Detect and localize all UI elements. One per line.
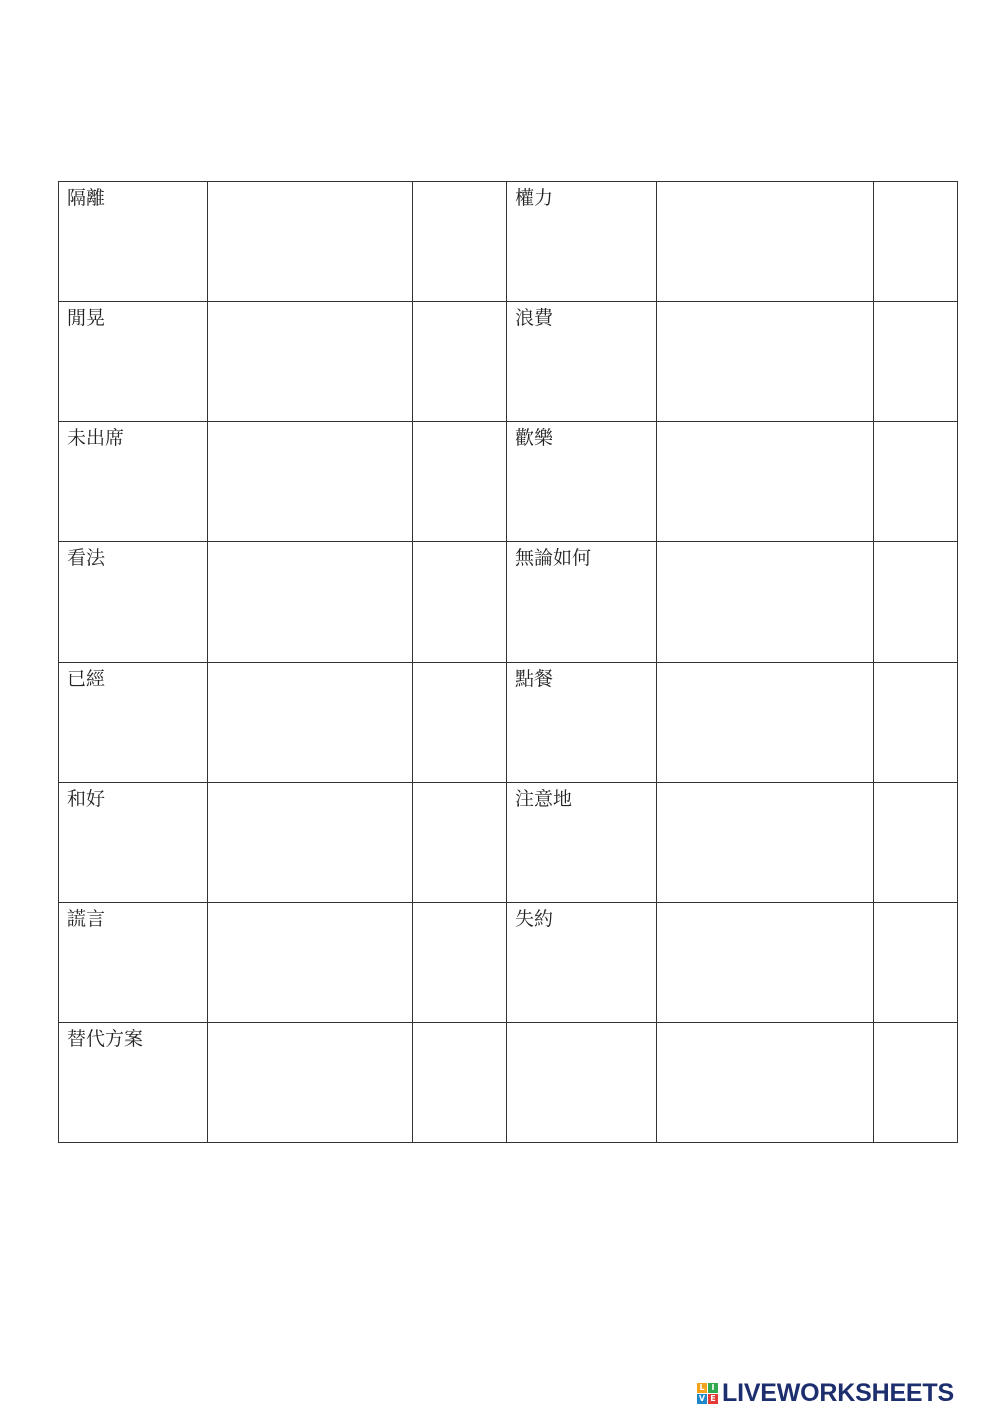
blank-cell[interactable] (413, 302, 507, 422)
answer-cell[interactable] (657, 782, 874, 902)
liveworksheets-logo-icon (697, 1383, 718, 1404)
answer-cell[interactable] (208, 1022, 413, 1142)
answer-cell[interactable] (208, 182, 413, 302)
table-row (59, 662, 958, 782)
table-row (59, 302, 958, 422)
liveworksheets-logo (697, 1378, 954, 1408)
answer-cell[interactable] (208, 542, 413, 662)
blank-cell[interactable] (874, 302, 958, 422)
term-cell: 失約 (507, 902, 657, 1022)
answer-cell[interactable] (657, 662, 874, 782)
blank-cell[interactable] (874, 182, 958, 302)
term-cell: 看法 (59, 542, 208, 662)
term-cell: 無論如何 (507, 542, 657, 662)
blank-cell[interactable] (413, 182, 507, 302)
answer-cell[interactable] (657, 542, 874, 662)
blank-cell[interactable] (413, 422, 507, 542)
term-cell: 權力 (507, 182, 657, 302)
logo-letter: I (708, 1383, 718, 1393)
term-cell: 未出席 (59, 422, 208, 542)
answer-cell[interactable] (208, 782, 413, 902)
blank-cell[interactable] (874, 542, 958, 662)
term-cell: 和好 (59, 782, 208, 902)
answer-cell[interactable] (208, 422, 413, 542)
logo-letter: E (708, 1394, 718, 1404)
blank-cell[interactable] (874, 902, 958, 1022)
term-cell: 謊言 (59, 902, 208, 1022)
blank-cell[interactable] (413, 902, 507, 1022)
blank-cell[interactable] (874, 422, 958, 542)
logo-letter: L (697, 1383, 707, 1393)
term-cell (507, 1022, 657, 1142)
blank-cell[interactable] (874, 782, 958, 902)
table-row (59, 1022, 958, 1142)
answer-cell[interactable] (657, 1022, 874, 1142)
blank-cell[interactable] (413, 782, 507, 902)
table-row (59, 182, 958, 302)
answer-cell[interactable] (208, 662, 413, 782)
blank-cell[interactable] (874, 1022, 958, 1142)
vocabulary-table (58, 181, 958, 1143)
vocabulary-worksheet (58, 181, 957, 1143)
term-cell: 歡樂 (507, 422, 657, 542)
blank-cell[interactable] (413, 542, 507, 662)
answer-cell[interactable] (208, 302, 413, 422)
answer-cell[interactable] (657, 902, 874, 1022)
answer-cell[interactable] (657, 182, 874, 302)
term-cell: 浪費 (507, 302, 657, 422)
table-row (59, 542, 958, 662)
table-row (59, 902, 958, 1022)
term-cell: 隔離 (59, 182, 208, 302)
answer-cell[interactable] (208, 902, 413, 1022)
term-cell: 注意地 (507, 782, 657, 902)
term-cell: 已經 (59, 662, 208, 782)
answer-cell[interactable] (657, 422, 874, 542)
table-row (59, 422, 958, 542)
blank-cell[interactable] (413, 1022, 507, 1142)
blank-cell[interactable] (413, 662, 507, 782)
term-cell: 替代方案 (59, 1022, 208, 1142)
table-row (59, 782, 958, 902)
brand-name: LIVEWORKSHEETS (722, 1378, 954, 1407)
term-cell: 點餐 (507, 662, 657, 782)
blank-cell[interactable] (874, 662, 958, 782)
answer-cell[interactable] (657, 302, 874, 422)
term-cell: 閒晃 (59, 302, 208, 422)
logo-letter: V (698, 1393, 706, 1403)
